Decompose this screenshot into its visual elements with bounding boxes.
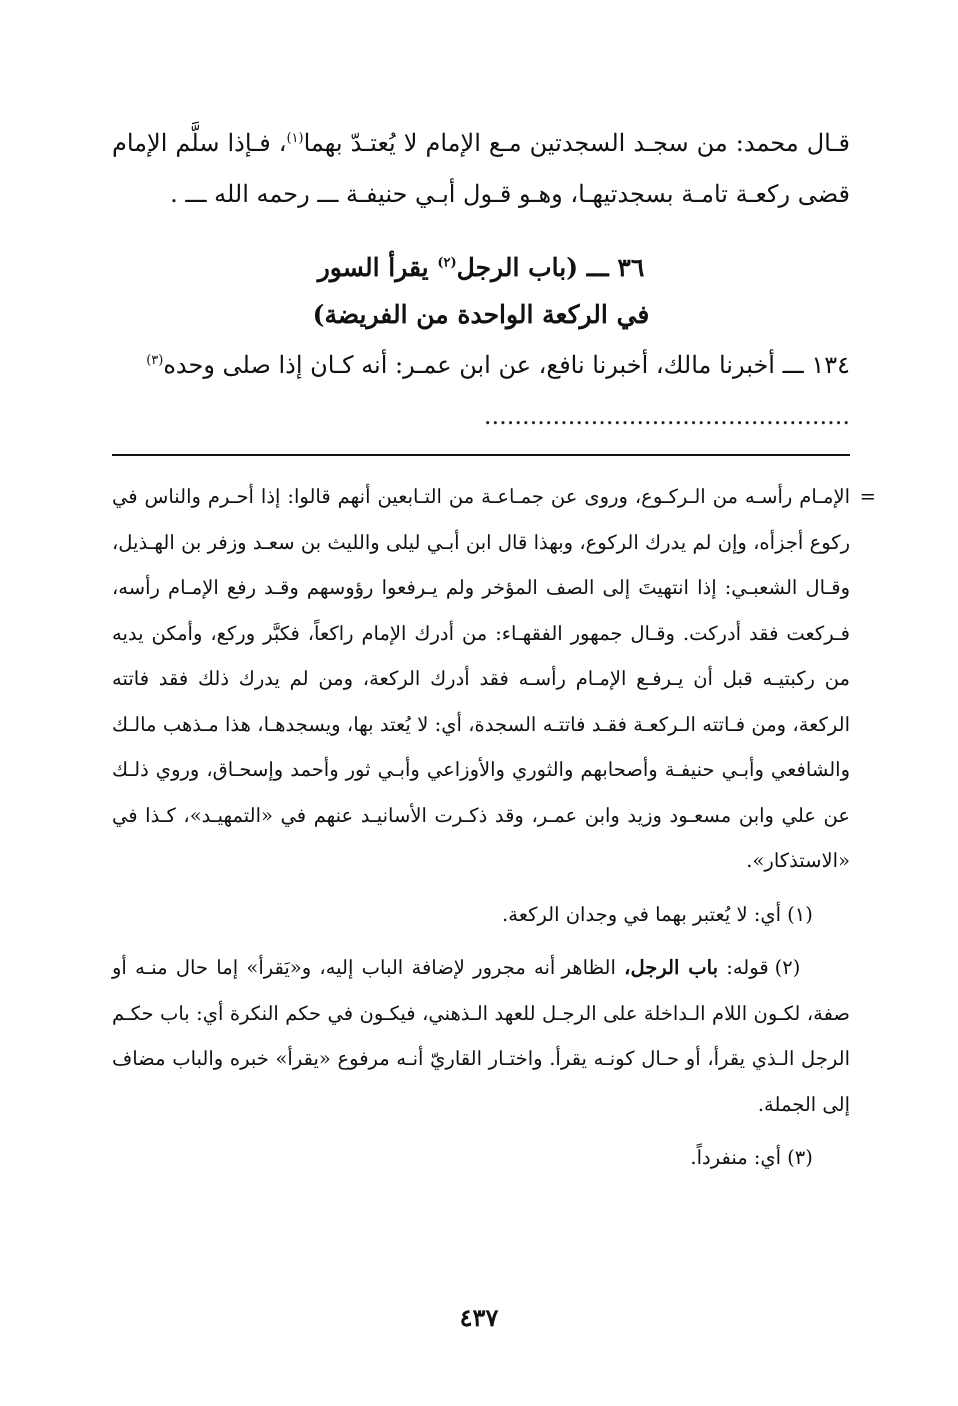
footnote-2-bold-term: باب الرجل، — [624, 956, 718, 979]
footnote-3-text: أي: منفرداً. — [690, 1146, 782, 1169]
main-paragraph-text-end: ، فـإذا سلَّم الإمام قضى ركعـة تامـة بسجدتيهـا، وهـو قـول أبـي حنيفـة ـــ رحمه الله ـــ . — [112, 129, 850, 208]
footnotes-section — [112, 474, 876, 1181]
footnote-2-text: الظاهر أنه مجرور لإضافة الباب إليه، و«يَقرأ» إما حال منـه أو صفة، لكـون اللام الـداخلة على الرجـل للعهد الـذهني، فيكـون في حكم النكرة أي: باب حكـم الرجل الـذي يقرأ، أو حـال كونـه يقرأ. واختـار القاريّ أنـه مرفوع «يقرأ» خبره والباب مضاف إلى الجملة. — [112, 956, 850, 1116]
footnote-continuation-text: الإمـام رأسـه من الـركـوع، وروى عن جمـاعـة من التـابعين أنهم قالوا: إذا أحـرم والناس في ركوع أجزأه، وإن لم يدرك الركوع، وبهذا قال ابن أبـي ليلى والليث بن سعـد وزفر بن الهـذيل، وقـال الشعبـي: إذا انتهيتَ إلى الصف المؤخر ولم يـرفعوا رؤوسهم وقـد رفع الإمـام رأسه، فـركعت فقد أدركت. وقـال جمهور الفقهـاء: من أدرك الإمام راكعاً، فكبَّر وركع، وأمكن يديه من ركبتيـه قبل أن يـرفـع الإمـام رأسـه فقد أدرك الركعة، ومن لم يدرك ذلك فقد فاتته الركعة، ومن فـاتته الـركعـة فقـد فاتتـه السجدة، أي: لا يُعتد بها، ويسجدهـا، هذا مـذهب مالـك والشافعي وأبـي حنيفـة وأصحابهم والثوري والأوزاعي وأبـي ثور وأحمد وإسحـاق، وروي ذلـك عن علي وابن مسعـود وزيد وابن عمـر، وقد ذكـرت الأسانيـد عنهم في «التمهيـد»، كـذا في «الاستذكار». — [112, 485, 850, 872]
chapter-heading-line-2: في الركعة الواحدة من الفريضة) — [312, 300, 650, 329]
footnote-2 — [112, 945, 850, 1127]
chapter-heading-line-1: ٣٦ ـــ (باب الرجل$^{(٢)}$ يقرأ السور — [317, 253, 645, 282]
chapter-heading — [112, 244, 850, 338]
footnote-2-number: (٢) — [774, 956, 801, 979]
footnote-ref-2: (٢) — [437, 255, 457, 271]
footnote-3-number: (٣) — [787, 1146, 813, 1169]
main-paragraph-text: قـال محمد: من سجـد السجدتين مـع الإمام لا يُعتـدّ بهما — [303, 129, 850, 157]
footnote-1-text: أي: لا يُعتبر بهما في وجدان الركعة. — [502, 902, 782, 926]
footnote-1 — [112, 892, 850, 938]
main-paragraph — [112, 118, 850, 220]
hadith-entry — [112, 340, 850, 442]
footnote-ref-3: (٣) — [146, 353, 164, 368]
footnote-2-prefix: قوله: — [726, 956, 769, 979]
footnote-ref-1: (١) — [286, 131, 304, 146]
ellipsis-dots: ................................................ — [483, 402, 850, 430]
footnote-continuation — [112, 474, 876, 884]
footnote-1-number: (١) — [787, 902, 813, 926]
continuation-marker: = — [859, 485, 876, 508]
page-number: ٤٣٧ — [459, 1303, 499, 1332]
footnote-3 — [112, 1135, 850, 1181]
page-content — [112, 118, 876, 1181]
footnote-separator — [112, 454, 850, 456]
hadith-text: ١٣٤ ـــ أخبرنا مالك، أخبرنا نافع، عن ابن عمـر: أنه كـان إذا صلى وحده — [163, 351, 850, 379]
